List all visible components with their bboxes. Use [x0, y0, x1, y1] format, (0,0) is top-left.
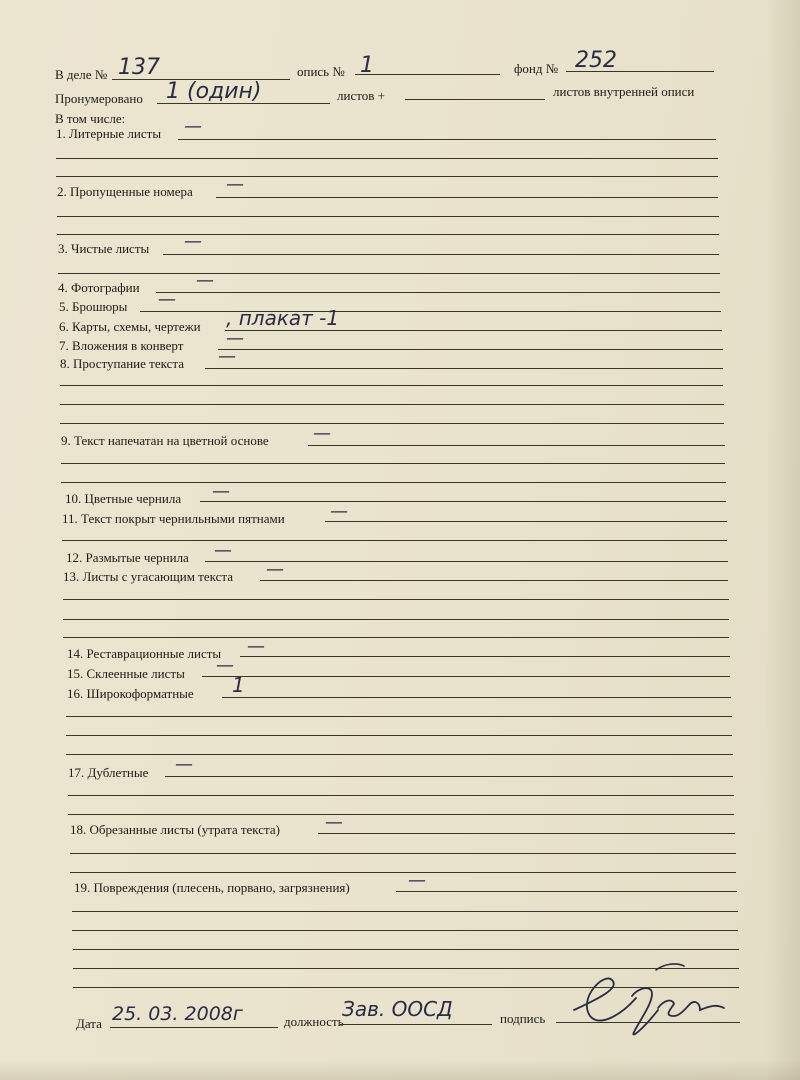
fill-line: [202, 676, 730, 677]
including-label: В том числе:: [55, 111, 126, 126]
fill-line: [58, 273, 720, 274]
signature-label: подпись: [500, 1011, 546, 1026]
item-label: 5. Брошюры: [59, 299, 128, 314]
item-value: —: [184, 116, 202, 137]
fill-line: [63, 637, 729, 638]
fill-line: [325, 521, 727, 522]
item-value: 1: [232, 673, 245, 697]
item-value: —: [226, 174, 244, 195]
item-value: —: [184, 231, 202, 252]
fill-line: [68, 814, 734, 815]
case-label: В деле №: [55, 67, 108, 82]
item-value: —: [158, 289, 176, 310]
item-value: , плакат -1: [226, 306, 340, 330]
position-value: Зав. ООСД: [342, 997, 453, 1021]
fill-line: [56, 176, 718, 177]
fill-line: [72, 911, 738, 912]
item-value: —: [196, 270, 214, 291]
fill-line: [178, 139, 716, 140]
paper-bottom-shadow: [0, 1060, 800, 1080]
item-label: 15. Склеенные листы: [67, 666, 185, 681]
fill-line: [216, 197, 718, 198]
item-label: 7. Вложения в конверт: [59, 338, 184, 353]
item-label: 19. Повреждения (плесень, порвано, загрязнения): [74, 880, 350, 895]
item-value: —: [408, 870, 426, 891]
item-value: —: [175, 754, 193, 775]
item-label: 1. Литерные листы: [56, 126, 162, 141]
position-line: [340, 1024, 492, 1025]
fill-line: [72, 930, 738, 931]
paper-edge-shadow: [766, 0, 800, 1080]
date-line: [110, 1027, 278, 1028]
item-label: 2. Пропущенные номера: [57, 184, 193, 199]
fill-line: [57, 234, 719, 235]
fill-line: [156, 292, 720, 293]
fill-line: [60, 423, 724, 424]
fill-line: [308, 445, 725, 446]
item-label: 12. Размытые чернила: [66, 550, 189, 565]
position-label: должность: [284, 1014, 344, 1029]
fund-value: 252: [575, 48, 617, 73]
item-label: 3. Чистые листы: [58, 241, 150, 256]
fill-line: [70, 853, 736, 854]
fill-line: [63, 599, 729, 600]
item-value: —: [212, 481, 230, 502]
item-label: 4. Фотографии: [58, 280, 140, 295]
fill-line: [66, 754, 733, 755]
inventory-line: [355, 74, 500, 75]
item-label: 17. Дублетные: [68, 765, 149, 780]
fill-line: [163, 254, 719, 255]
fund-line: [566, 71, 714, 72]
fill-line: [205, 368, 723, 369]
item-value: —: [266, 559, 284, 580]
numbered-line: [157, 103, 330, 104]
fill-line: [218, 349, 723, 350]
fill-line: [396, 891, 737, 892]
fill-line: [222, 697, 731, 698]
fill-line: [56, 158, 718, 159]
item-value: —: [226, 328, 244, 349]
fill-line: [60, 385, 723, 386]
item-label: 13. Листы с угасающим текста: [63, 569, 234, 584]
inventory-value: 1: [360, 53, 374, 78]
item-label: 18. Обрезанные листы (утрата текста): [70, 822, 280, 837]
case-number-value: 137: [118, 55, 160, 80]
item-label: 6. Карты, схемы, чертежи: [59, 319, 201, 334]
internal-inventory-label: листов внутренней описи: [553, 84, 695, 99]
fill-line: [62, 540, 727, 541]
fill-line: [60, 404, 724, 405]
fill-line: [57, 216, 719, 217]
item-value: —: [313, 423, 331, 444]
handwritten-signature-icon: [560, 958, 730, 1042]
item-label: 10. Цветные чернила: [65, 491, 182, 506]
sheets-plus-label: листов +: [337, 88, 385, 103]
item-value: —: [216, 655, 234, 676]
fill-line: [318, 833, 735, 834]
item-label: 8. Проступание текста: [60, 356, 184, 371]
fill-line: [225, 330, 722, 331]
fill-line: [240, 656, 730, 657]
item-label: 11. Текст покрыт чернильными пятнами: [62, 511, 285, 526]
fill-line: [66, 735, 732, 736]
item-value: —: [214, 540, 232, 561]
item-label: 14. Реставрационные листы: [67, 646, 222, 661]
inventory-label: опись №: [297, 64, 345, 79]
fill-line: [68, 795, 734, 796]
numbered-value: 1 (один): [166, 79, 262, 104]
sheets-plus-line: [405, 99, 545, 100]
fill-line: [165, 776, 733, 777]
numbered-label: Пронумеровано: [55, 91, 143, 106]
item-value: —: [218, 346, 236, 367]
fill-line: [61, 463, 725, 464]
fill-line: [63, 619, 729, 620]
fill-line: [70, 872, 736, 873]
fill-line: [200, 501, 726, 502]
item-label: 9. Текст напечатан на цветной основе: [61, 433, 269, 448]
item-value: —: [330, 501, 348, 522]
item-value: —: [325, 812, 343, 833]
date-label: Дата: [76, 1016, 102, 1031]
date-value: 25. 03. 2008г: [112, 1003, 243, 1025]
fill-line: [61, 482, 726, 483]
fund-label: фонд №: [514, 61, 559, 76]
item-value: —: [247, 636, 265, 657]
fill-line: [260, 580, 728, 581]
fill-line: [66, 716, 732, 717]
fill-line: [73, 949, 739, 950]
item-label: 16. Широкоформатные: [67, 686, 194, 701]
